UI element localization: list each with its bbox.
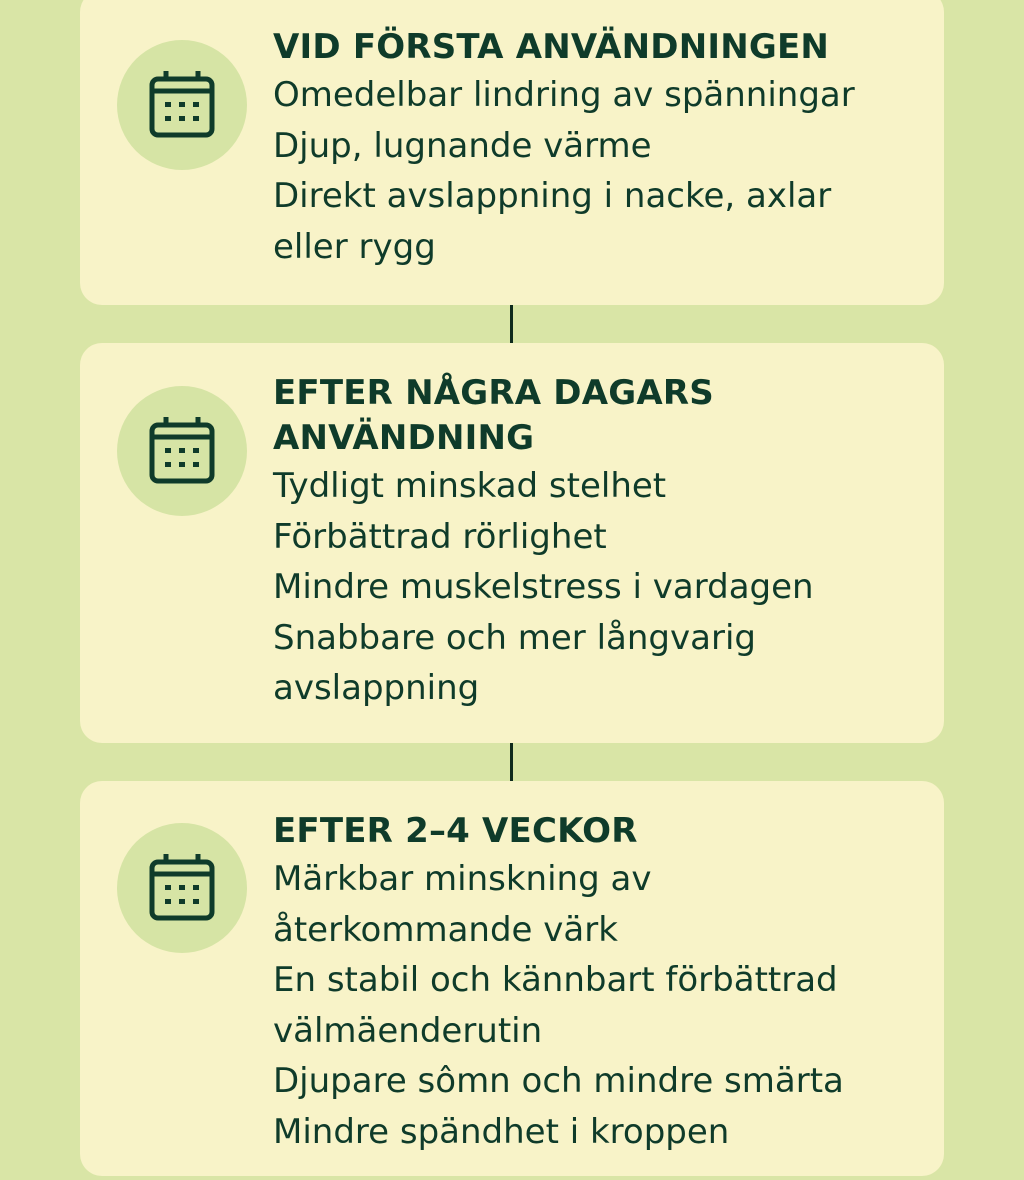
stage-title: EFTER 2–4 VECKOR bbox=[273, 811, 638, 851]
stage-title: EFTER NÅGRA DAGARS bbox=[273, 373, 714, 413]
timeline-connector bbox=[510, 743, 513, 781]
timeline-card-few-days bbox=[80, 343, 944, 743]
stage-title: ANVÄNDNING bbox=[273, 418, 535, 458]
benefit-line: Mindre muskelstress i vardagen bbox=[273, 567, 814, 607]
icon-circle bbox=[117, 823, 247, 953]
card-content bbox=[273, 371, 924, 714]
benefit-line: Direkt avslappning i nacke, axlar bbox=[273, 176, 832, 216]
benefit-line: Snabbare och mer långvarig bbox=[273, 617, 756, 658]
benefit-line: välmäenderutin bbox=[273, 1010, 543, 1051]
timeline-card-first-use bbox=[80, 0, 944, 305]
benefit-line: Mindre spändhet i kroppen bbox=[273, 1111, 730, 1152]
benefit-line: En stabil och kännbart förbättrad bbox=[273, 960, 838, 1000]
benefit-line: eller rygg bbox=[273, 226, 436, 267]
benefit-line: Förbättrad rörlighet bbox=[273, 516, 607, 557]
benefit-line: Märkbar minskning av bbox=[273, 859, 652, 899]
stage-title: VID FÖRSTA ANVÄNDNINGEN bbox=[273, 27, 830, 67]
calendar-icon bbox=[146, 852, 218, 924]
benefit-line: Djup, lugnande värme bbox=[273, 125, 652, 166]
benefit-line: avslappning bbox=[273, 668, 480, 708]
timeline-connector bbox=[510, 305, 513, 343]
timeline-card-2-4-weeks bbox=[80, 781, 944, 1176]
card-content bbox=[273, 25, 924, 272]
icon-circle bbox=[117, 386, 247, 516]
benefit-line: Djupare sômn och mindre smärta bbox=[273, 1061, 844, 1101]
card-content bbox=[273, 809, 924, 1157]
calendar-icon bbox=[146, 415, 218, 487]
benefit-line: Tydligt minskad stelhet bbox=[273, 466, 667, 506]
benefit-line: Omedelbar lindring av spänningar bbox=[273, 75, 855, 115]
icon-circle bbox=[117, 40, 247, 170]
benefit-line: återkommande värk bbox=[273, 909, 618, 950]
calendar-icon bbox=[146, 69, 218, 141]
